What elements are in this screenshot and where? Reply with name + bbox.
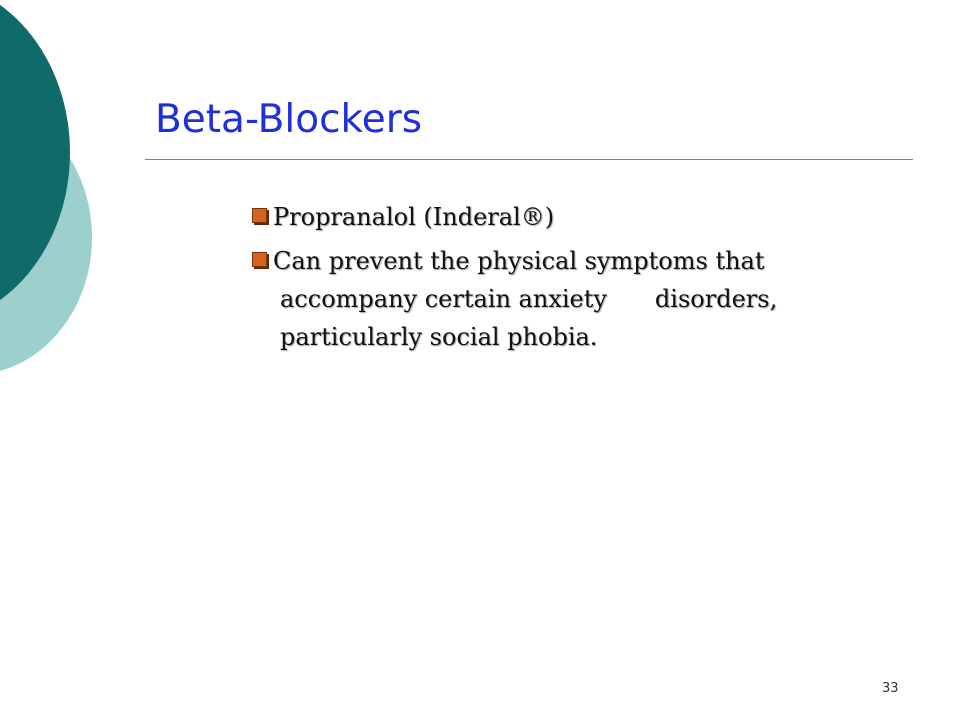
title-divider [145,159,913,160]
page-number: 33 [882,681,899,696]
slide-title: Beta-Blockers [155,97,423,142]
bullet-list [228,198,868,362]
checkbox-bullet-icon [252,208,267,223]
bullet-text: Can prevent the physical symptoms that accompany certain anxiety disorders, particularly social phobia. [273,247,778,351]
bullet-item-propranolol [228,198,868,236]
bullet-text: Propranalol (Inderal®) [273,203,555,231]
checkbox-bullet-icon [252,252,267,267]
bullet-item-symptoms [228,242,868,356]
